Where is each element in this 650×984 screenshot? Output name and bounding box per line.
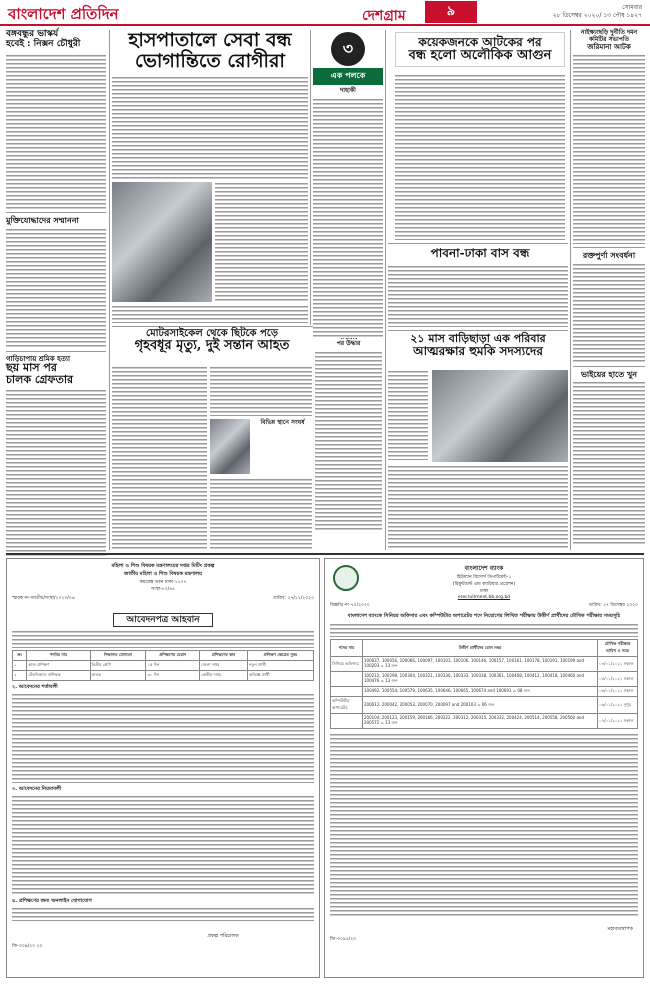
table-row (331, 687, 638, 697)
lead-story (112, 30, 308, 72)
table-cell: সিনিয়র অফিসার (331, 657, 363, 672)
table-header-row (331, 640, 638, 657)
dateline (553, 4, 642, 20)
page-number: ৯ (425, 1, 477, 23)
story2-photo (210, 419, 250, 474)
table-cell: ৩০ দিন (146, 671, 200, 681)
right-headline-2: রক্তপুর্ণা সংবর্ধনা (582, 249, 636, 260)
family-headline-2: আত্মরক্ষার হুমকি সদস্যদের (413, 344, 543, 359)
bank-logo-icon (333, 565, 359, 591)
lead-headline-1: হাসপাতালে সেবা বন্ধ (128, 29, 292, 51)
ad-section-2: ২. আবেদনের শর্তাবলী (12, 684, 58, 690)
left-headline-3c: চালক গ্রেফতার (6, 373, 74, 387)
table-cell: 100492, 100554, 100579, 100635, 100646, 100665, 100674 and 100691 = 08 জন (363, 687, 598, 697)
table-row (331, 714, 638, 729)
table-row (13, 671, 314, 681)
ad-address: কমপ্লেক্স ভবন ঢাকা-১২০৭ (139, 580, 187, 585)
lead-headline-2: ভোগান্তিতে রোগীরা (135, 49, 285, 72)
table-cell: 100037, 100056, 100066, 100097, 100103, 100106, 100146, 100157, 100161, 100178, 100191, 100199 and 100203 = 13 জন (363, 657, 598, 672)
left-headline-1b: হবেই : নিক্সন চৌধুরী (6, 38, 81, 49)
table-cell: ২ (13, 671, 27, 681)
table-header: শিক্ষাগত যোগ্যতা (90, 651, 146, 661)
story2-headline-1: মোটরসাইকেল থেকে ছিটকে পড়ে (146, 328, 278, 339)
family-story (388, 333, 568, 358)
table-cell: ০৫/০১/২০২১ সকাল (598, 672, 638, 687)
candidate-box: বিভিন্ন স্থানে সংঘর্ষ (260, 419, 305, 426)
table-cell: কম্পিউটার অপারেটর (331, 697, 363, 714)
family-body-2 (388, 465, 568, 550)
mini-headline: দাহাকী (340, 87, 356, 94)
left-headline-3b: ছয় মাস পর (6, 361, 57, 375)
ad-phone: সংস্থা-৮০/৪৫ (150, 587, 176, 592)
table-cell: নতুন প্রার্থী (247, 661, 313, 671)
ad-table (12, 650, 314, 681)
lead-body-3 (112, 305, 308, 323)
table-cell: ১ (13, 661, 27, 671)
left-headline-3: গাড়িচাপায় শ্রমিক হত্যা (6, 353, 71, 363)
table-header-row (13, 651, 314, 661)
lead-body (112, 76, 308, 179)
table-cell: দ্বিতীয় শ্রেণি (90, 661, 146, 671)
ad-ministry: মহিলা ও শিশু বিষয়ক মন্ত্রণালয়ের দপ্তর মিটিং প্রকল্প (111, 563, 215, 569)
tender-ad-women-ministry (6, 558, 320, 978)
table-row (331, 657, 638, 672)
table-row (331, 697, 638, 714)
table-header: প্রশিক্ষণের মেয়াদ (146, 651, 200, 661)
table-cell: ০৭/০১/২০২১ সকাল (598, 714, 638, 729)
table-cell (331, 687, 363, 697)
bank-signature: মহাব্যবস্থাপক (607, 926, 633, 932)
story2-body-1 (112, 366, 207, 551)
table-cell: কাজ প্রশিক্ষণ (27, 661, 90, 671)
story2-body-3 (210, 478, 312, 550)
table-cell: টেকনিক্যাল প্রশিক্ষক (27, 671, 90, 681)
far-right-column (573, 30, 645, 546)
family-headline-1: ২১ মাস বাড়িছাড়া এক পরিবার (410, 332, 546, 345)
ad-signature: প্রকল্প পরিচালক (207, 933, 239, 939)
ek-poloke-column (313, 30, 383, 338)
left-column (6, 30, 106, 550)
table-cell: 100212, 100298, 100304, 100321, 100330, 100333, 100338, 100361, 100408, 100412, 100418, 100460 and 100476 = 13 জন (363, 672, 598, 687)
left-story-2-body (6, 228, 106, 348)
bank-ad-title: বাংলাদেশ ব্যাংকে সিনিয়র অফিসার এবং কম্পিউটার অপারেটর পদে নিয়োগের লিখিত পরীক্ষায় উত্তীর্ণ প্রার্থীদের মৌখিক পরীক্ষার সময়সূচি (347, 613, 621, 619)
bank-date: তারিখ: ২৭ ডিসেম্বর ২০২০ (588, 603, 638, 608)
table-cell: ০৬/০১/২০২১ দুপুর (598, 697, 638, 714)
bank-footer: জি-৩০৯২/২০ (330, 937, 357, 942)
left-story-1-body (6, 54, 106, 209)
table-cell: ০৬/০১/২০২১ সকাল (598, 687, 638, 697)
fire-headline-2: বন্ধ হলো অলৌকিক আগুন (408, 48, 552, 64)
right-headline-3: ভাইয়ের হাতে খুন (580, 368, 638, 379)
fire-body (395, 74, 565, 240)
section-name: দেশগ্রাম (362, 8, 406, 24)
table-cell: অভিজ্ঞ প্রার্থী (247, 671, 313, 681)
left-headline-1: বঙ্গবন্ধুর ভাস্কর্য (6, 29, 59, 39)
circle-number-icon: ৩ (331, 32, 365, 66)
bangladesh-bank-ad (324, 558, 644, 978)
table-header: ক্র: (13, 651, 27, 661)
left-headline-2: মুক্তিযোদ্ধাদের সম্মাননা (6, 214, 79, 225)
table-header: উত্তীর্ণ প্রার্থীদের রোল নম্বর (363, 640, 598, 657)
ad-date: তারিখ: ২৭/১২/২০২০ (273, 596, 314, 601)
ad-title: আবেদনপত্র আহবান (113, 613, 212, 627)
ad-org: জাতীয় মহিলা ও শিশু বিষয়ক মন্ত্রণালয় (124, 571, 202, 577)
table-cell (331, 672, 363, 687)
table-cell: কেন্দ্রীয় দপ্তর (200, 671, 248, 681)
bank-ad-instructions (330, 733, 638, 918)
day: সোমবার (622, 4, 642, 11)
table-cell: ১৫ দিন (146, 661, 200, 671)
ad-ref: স্মারক নং-জাতীয়/সংস্থা/২০২০/০৬ (12, 596, 75, 601)
table-cell (331, 714, 363, 729)
right-headline-1: নাইক্ষ্যংছড়ি দুর্নীতি দমন কমিটির সভাপতি (580, 29, 638, 43)
bus-body (388, 265, 568, 327)
ad-footer: জি-৩০৯/২০ ২০ (12, 944, 43, 949)
table-row (331, 672, 638, 687)
story2-body-2 (210, 366, 312, 416)
date: ২৮ ডিসেম্বর ২০২০/ ১৩ পৌষ ১৪২৭ (552, 12, 642, 19)
ad-section-3: ৩. আবেদনের নিয়মাবলী (12, 786, 62, 792)
hospital-photo (112, 182, 212, 302)
bank-table (330, 639, 638, 729)
table-header: পদের নাম (331, 640, 363, 657)
bank-dept: হিউম্যান রিসোর্স ডিপার্টমেন্ট-১ (456, 575, 512, 580)
table-cell: ০৪/০১/২০২১ সকাল (598, 657, 638, 672)
family-body-1 (388, 370, 428, 460)
table-cell: 200104, 200123, 200159, 200166, 200222, 200312, 200315, 200332, 200424, 200514, 200558, 200560 and 200572 = 13 জন (363, 714, 598, 729)
table-header: প্রশিক্ষণের স্থান (200, 651, 248, 661)
jail-box (315, 328, 382, 531)
fire-story (395, 32, 565, 67)
bus-headline: পাবনা-ঢাকা বাস বন্ধ (430, 246, 530, 260)
ek-poloke-label: এক পলকে (313, 68, 383, 85)
left-story-3-body (6, 389, 106, 559)
table-row (13, 661, 314, 671)
bank-name: বাংলাদেশ ব্যাংক (464, 565, 504, 572)
lead-body-2 (215, 182, 308, 302)
story2-headline-2: গৃহবধূর মৃত্যু, দুই সন্তান আহত (134, 338, 290, 353)
family-photo (432, 370, 568, 462)
table-cell: 200012, 200042, 200053, 200070, 200097 and 200103 = 06 জন (363, 697, 598, 714)
newspaper-logo: বাংলাদেশ প্রতিদিন (8, 5, 119, 23)
right-headline-1b: জরিমানা আটক (587, 42, 631, 52)
table-header: পদবির নাম (27, 651, 90, 661)
story2 (112, 328, 312, 353)
bank-subdept: (রিক্রুটমেন্ট এন্ড ক্যারিয়ার প্রগ্রেশন) (452, 582, 516, 587)
bank-url[interactable]: erecruitment.bb.org.bd (457, 595, 511, 600)
table-header: প্রশিক্ষণ ক্ষেত্রের সুষম (247, 651, 313, 661)
table-cell: স্নাতক (90, 671, 146, 681)
bank-ref: বিজ্ঞপ্তি নং-৭০/২০২০ (330, 603, 370, 608)
table-cell: জেলা দপ্তর (200, 661, 248, 671)
jail-headline-2: পর উদ্ধার (336, 340, 361, 348)
fire-headline-1: কয়েকজনকে আটকের পর (418, 35, 542, 49)
table-header: মৌখিক পরীক্ষার তারিখ ও সময় (598, 640, 638, 657)
ad-section-4: ৪. প্রশিক্ষণের জন্য অনলাইন যোগাযোগ (12, 898, 92, 904)
bank-city: ঢাকা (479, 589, 489, 594)
